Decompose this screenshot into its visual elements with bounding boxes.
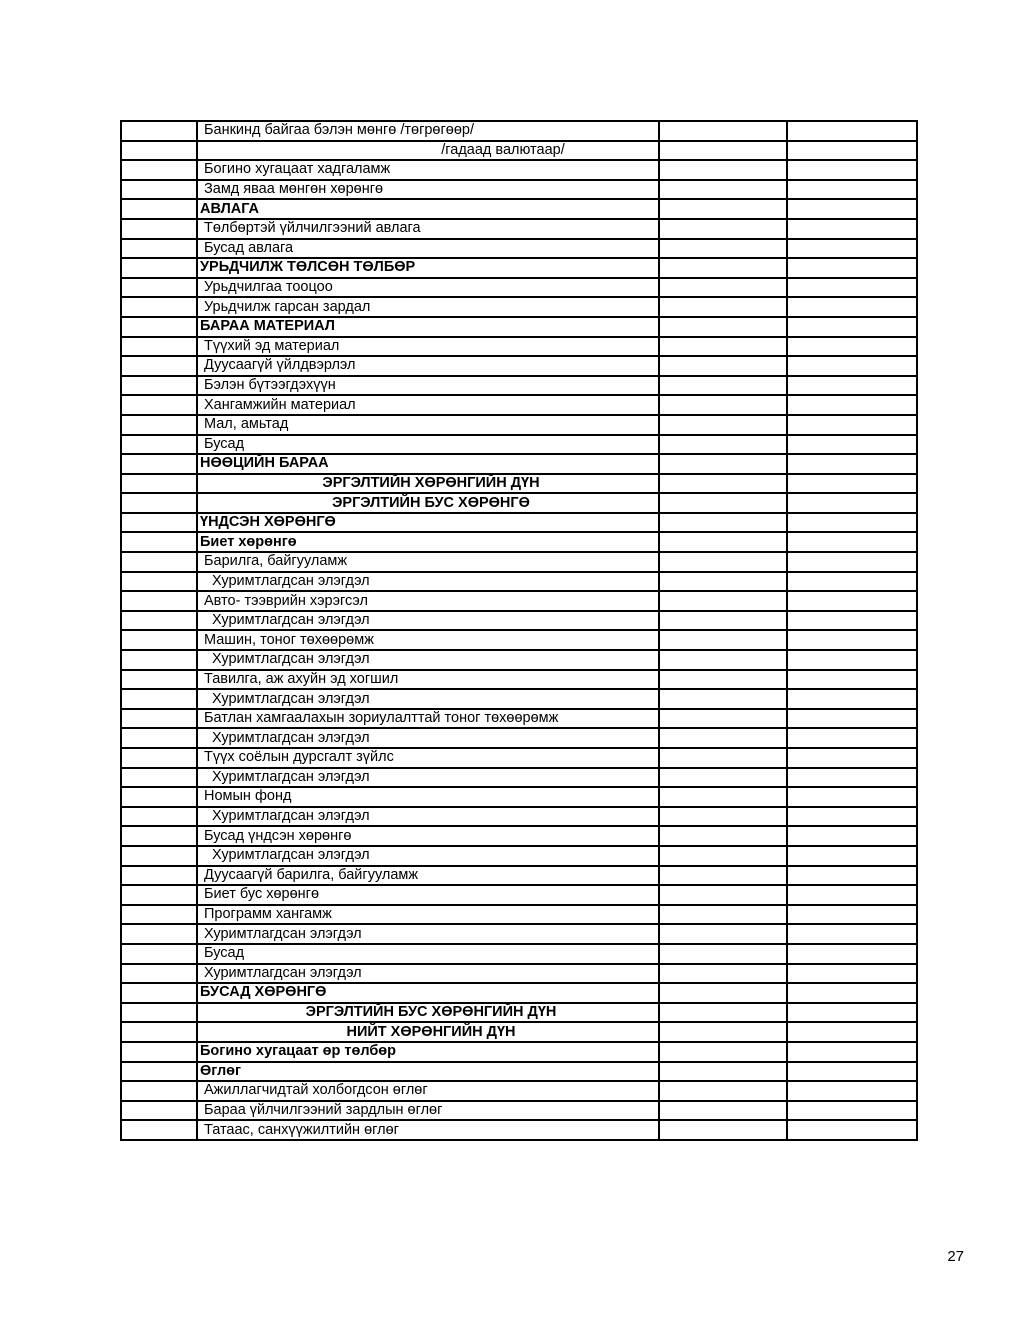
code-cell <box>121 1081 197 1101</box>
table-row <box>121 435 917 455</box>
table-row <box>121 160 917 180</box>
code-cell <box>121 1003 197 1023</box>
code-cell <box>121 826 197 846</box>
value-cell-end <box>787 278 917 298</box>
page-number: 27 <box>947 1248 964 1265</box>
value-cell-end <box>787 905 917 925</box>
value-cell-end <box>787 846 917 866</box>
code-cell <box>121 258 197 278</box>
code-cell <box>121 630 197 650</box>
code-cell <box>121 180 197 200</box>
code-cell <box>121 415 197 435</box>
code-cell <box>121 493 197 513</box>
row-label: Хуримтлагдсан элэгдэл <box>197 650 659 670</box>
value-cell-end <box>787 787 917 807</box>
table-row <box>121 885 917 905</box>
code-cell <box>121 650 197 670</box>
code-cell <box>121 395 197 415</box>
code-cell <box>121 964 197 984</box>
table-row <box>121 611 917 631</box>
table-row <box>121 650 917 670</box>
value-cell-start <box>659 532 787 552</box>
table-row <box>121 1120 917 1140</box>
value-cell-start <box>659 1101 787 1121</box>
value-cell-start <box>659 395 787 415</box>
table-row <box>121 826 917 846</box>
value-cell-start <box>659 983 787 1003</box>
value-cell-end <box>787 552 917 572</box>
value-cell-end <box>787 572 917 592</box>
table-row <box>121 297 917 317</box>
table-body <box>121 121 917 1140</box>
row-label: ҮНДСЭН ХӨРӨНГӨ <box>197 513 659 533</box>
row-label: Түүхий эд материал <box>197 337 659 357</box>
value-cell-end <box>787 1101 917 1121</box>
value-cell-start <box>659 513 787 533</box>
row-label: Банкинд байгаа бэлэн мөнгө /төгрөгөөр/ <box>197 121 659 141</box>
value-cell-start <box>659 611 787 631</box>
value-cell-end <box>787 258 917 278</box>
row-label: Бэлэн бүтээгдэхүүн <box>197 376 659 396</box>
table-row <box>121 121 917 141</box>
row-label: Бараа үйлчилгээний зардлын өглөг <box>197 1101 659 1121</box>
value-cell-start <box>659 297 787 317</box>
table-row <box>121 141 917 161</box>
row-label: Хуримтлагдсан элэгдэл <box>197 846 659 866</box>
code-cell <box>121 239 197 259</box>
value-cell-end <box>787 1120 917 1140</box>
table-row <box>121 219 917 239</box>
code-cell <box>121 435 197 455</box>
value-cell-start <box>659 807 787 827</box>
value-cell-start <box>659 905 787 925</box>
value-cell-start <box>659 1120 787 1140</box>
value-cell-end <box>787 454 917 474</box>
value-cell-end <box>787 611 917 631</box>
value-cell-end <box>787 121 917 141</box>
row-label: БАРАА МАТЕРИАЛ <box>197 317 659 337</box>
table-row <box>121 670 917 690</box>
value-cell-start <box>659 278 787 298</box>
value-cell-start <box>659 317 787 337</box>
table-row <box>121 278 917 298</box>
value-cell-start <box>659 885 787 905</box>
value-cell-start <box>659 199 787 219</box>
row-label: Биет бус хөрөнгө <box>197 885 659 905</box>
row-label: БУСАД ХӨРӨНГӨ <box>197 983 659 1003</box>
table-row <box>121 1022 917 1042</box>
value-cell-end <box>787 435 917 455</box>
table-row <box>121 846 917 866</box>
row-label: Бусад авлага <box>197 239 659 259</box>
code-cell <box>121 219 197 239</box>
table-row <box>121 944 917 964</box>
value-cell-end <box>787 689 917 709</box>
value-cell-start <box>659 219 787 239</box>
value-cell-start <box>659 670 787 690</box>
code-cell <box>121 787 197 807</box>
code-cell <box>121 807 197 827</box>
value-cell-start <box>659 121 787 141</box>
value-cell-end <box>787 807 917 827</box>
table-row <box>121 964 917 984</box>
code-cell <box>121 670 197 690</box>
value-cell-end <box>787 356 917 376</box>
code-cell <box>121 278 197 298</box>
row-label: НИЙТ ХӨРӨНГИЙН ДҮН <box>197 1022 659 1042</box>
row-label: Түүх соёлын дурсгалт зүйлс <box>197 748 659 768</box>
table-row <box>121 356 917 376</box>
row-label: Бусад <box>197 944 659 964</box>
table-row <box>121 1062 917 1082</box>
value-cell-start <box>659 768 787 788</box>
code-cell <box>121 748 197 768</box>
code-cell <box>121 141 197 161</box>
value-cell-end <box>787 1022 917 1042</box>
table-row <box>121 239 917 259</box>
value-cell-end <box>787 513 917 533</box>
code-cell <box>121 885 197 905</box>
table-row <box>121 513 917 533</box>
table-row <box>121 866 917 886</box>
value-cell-start <box>659 435 787 455</box>
value-cell-end <box>787 748 917 768</box>
value-cell-end <box>787 709 917 729</box>
table-row <box>121 728 917 748</box>
value-cell-start <box>659 650 787 670</box>
row-label: Мал, амьтад <box>197 415 659 435</box>
value-cell-start <box>659 239 787 259</box>
value-cell-start <box>659 924 787 944</box>
row-label: ЭРГЭЛТИЙН БУС ХӨРӨНГӨ <box>197 493 659 513</box>
table-row <box>121 199 917 219</box>
table-row <box>121 532 917 552</box>
value-cell-end <box>787 924 917 944</box>
row-label: /гадаад валютаар/ <box>197 141 659 161</box>
code-cell <box>121 768 197 788</box>
table-row <box>121 474 917 494</box>
value-cell-start <box>659 258 787 278</box>
value-cell-start <box>659 728 787 748</box>
table-row <box>121 905 917 925</box>
code-cell <box>121 474 197 494</box>
value-cell-end <box>787 141 917 161</box>
value-cell-end <box>787 415 917 435</box>
value-cell-end <box>787 532 917 552</box>
row-label: Богино хугацаат хадгаламж <box>197 160 659 180</box>
row-label: Тавилга, аж ахуйн эд хогшил <box>197 670 659 690</box>
row-label: Номын фонд <box>197 787 659 807</box>
row-label: Батлан хамгаалахын зориулалттай тоног төхөөрөмж <box>197 709 659 729</box>
row-label: Барилга, байгууламж <box>197 552 659 572</box>
code-cell <box>121 1120 197 1140</box>
value-cell-start <box>659 1003 787 1023</box>
row-label: УРЬДЧИЛЖ ТӨЛСӨН ТӨЛБӨР <box>197 258 659 278</box>
value-cell-end <box>787 180 917 200</box>
code-cell <box>121 983 197 1003</box>
value-cell-end <box>787 317 917 337</box>
value-cell-end <box>787 630 917 650</box>
value-cell-start <box>659 1042 787 1062</box>
table-row <box>121 493 917 513</box>
row-label: Хуримтлагдсан элэгдэл <box>197 964 659 984</box>
table-row <box>121 768 917 788</box>
row-label: Авто- тээврийн хэрэгсэл <box>197 591 659 611</box>
value-cell-start <box>659 1062 787 1082</box>
row-label: Урьдчилгаа тооцоо <box>197 278 659 298</box>
row-label: Биет хөрөнгө <box>197 532 659 552</box>
code-cell <box>121 924 197 944</box>
value-cell-end <box>787 395 917 415</box>
value-cell-end <box>787 826 917 846</box>
row-label: Хуримтлагдсан элэгдэл <box>197 572 659 592</box>
value-cell-start <box>659 630 787 650</box>
value-cell-start <box>659 846 787 866</box>
code-cell <box>121 454 197 474</box>
value-cell-start <box>659 689 787 709</box>
value-cell-start <box>659 826 787 846</box>
value-cell-end <box>787 944 917 964</box>
table-row <box>121 689 917 709</box>
value-cell-end <box>787 768 917 788</box>
value-cell-end <box>787 591 917 611</box>
code-cell <box>121 199 197 219</box>
table-row <box>121 1081 917 1101</box>
code-cell <box>121 944 197 964</box>
code-cell <box>121 1101 197 1121</box>
value-cell-start <box>659 748 787 768</box>
code-cell <box>121 513 197 533</box>
code-cell <box>121 552 197 572</box>
value-cell-end <box>787 670 917 690</box>
code-cell <box>121 591 197 611</box>
row-label: НӨӨЦИЙН БАРАА <box>197 454 659 474</box>
value-cell-start <box>659 180 787 200</box>
row-label: Дуусаагүй үйлдвэрлэл <box>197 356 659 376</box>
row-label: Урьдчилж гарсан зардал <box>197 297 659 317</box>
row-label: Замд яваа мөнгөн хөрөнгө <box>197 180 659 200</box>
row-label: ЭРГЭЛТИЙН БУС ХӨРӨНГИЙН ДҮН <box>197 1003 659 1023</box>
table-row <box>121 1101 917 1121</box>
value-cell-start <box>659 356 787 376</box>
code-cell <box>121 866 197 886</box>
value-cell-start <box>659 160 787 180</box>
value-cell-end <box>787 866 917 886</box>
table-row <box>121 572 917 592</box>
value-cell-start <box>659 944 787 964</box>
row-label: Хуримтлагдсан элэгдэл <box>197 807 659 827</box>
table-row <box>121 807 917 827</box>
row-label: Хуримтлагдсан элэгдэл <box>197 611 659 631</box>
code-cell <box>121 1062 197 1082</box>
table-row <box>121 1042 917 1062</box>
code-cell <box>121 1042 197 1062</box>
table-row <box>121 317 917 337</box>
value-cell-end <box>787 964 917 984</box>
value-cell-end <box>787 219 917 239</box>
table-row <box>121 337 917 357</box>
code-cell <box>121 709 197 729</box>
value-cell-end <box>787 1003 917 1023</box>
code-cell <box>121 532 197 552</box>
code-cell <box>121 376 197 396</box>
value-cell-end <box>787 376 917 396</box>
value-cell-start <box>659 493 787 513</box>
row-label: Ажиллагчидтай холбогдсон өглөг <box>197 1081 659 1101</box>
value-cell-start <box>659 787 787 807</box>
table-row <box>121 395 917 415</box>
value-cell-start <box>659 866 787 886</box>
table-row <box>121 709 917 729</box>
row-label: Татаас, санхүүжилтийн өглөг <box>197 1120 659 1140</box>
code-cell <box>121 846 197 866</box>
value-cell-end <box>787 493 917 513</box>
code-cell <box>121 689 197 709</box>
value-cell-start <box>659 337 787 357</box>
row-label: Хангамжийн материал <box>197 395 659 415</box>
table-row <box>121 376 917 396</box>
row-label: Төлбөртэй үйлчилгээний авлага <box>197 219 659 239</box>
value-cell-end <box>787 650 917 670</box>
value-cell-start <box>659 474 787 494</box>
value-cell-start <box>659 141 787 161</box>
row-label: Бусад <box>197 435 659 455</box>
table-row <box>121 630 917 650</box>
row-label: Дуусаагүй барилга, байгууламж <box>197 866 659 886</box>
code-cell <box>121 337 197 357</box>
row-label: ЭРГЭЛТИЙН ХӨРӨНГИЙН ДҮН <box>197 474 659 494</box>
row-label: Хуримтлагдсан элэгдэл <box>197 924 659 944</box>
code-cell <box>121 160 197 180</box>
table-row <box>121 1003 917 1023</box>
row-label: Богино хугацаат өр төлбөр <box>197 1042 659 1062</box>
code-cell <box>121 317 197 337</box>
value-cell-start <box>659 591 787 611</box>
table-row <box>121 748 917 768</box>
value-cell-start <box>659 709 787 729</box>
table-row <box>121 983 917 1003</box>
code-cell <box>121 356 197 376</box>
table-row <box>121 258 917 278</box>
code-cell <box>121 121 197 141</box>
table-row <box>121 415 917 435</box>
row-label: Хуримтлагдсан элэгдэл <box>197 728 659 748</box>
value-cell-end <box>787 239 917 259</box>
value-cell-start <box>659 1081 787 1101</box>
row-label: АВЛАГА <box>197 199 659 219</box>
code-cell <box>121 572 197 592</box>
value-cell-end <box>787 1081 917 1101</box>
table-row <box>121 924 917 944</box>
value-cell-start <box>659 1022 787 1042</box>
code-cell <box>121 297 197 317</box>
value-cell-end <box>787 728 917 748</box>
value-cell-end <box>787 885 917 905</box>
row-label: Бусад үндсэн хөрөнгө <box>197 826 659 846</box>
value-cell-end <box>787 199 917 219</box>
table-row <box>121 454 917 474</box>
table-row <box>121 552 917 572</box>
value-cell-start <box>659 454 787 474</box>
value-cell-start <box>659 376 787 396</box>
value-cell-end <box>787 337 917 357</box>
value-cell-end <box>787 297 917 317</box>
value-cell-end <box>787 1062 917 1082</box>
balance-sheet-table <box>120 120 918 1141</box>
value-cell-start <box>659 552 787 572</box>
code-cell <box>121 611 197 631</box>
table-row <box>121 787 917 807</box>
code-cell <box>121 1022 197 1042</box>
value-cell-end <box>787 474 917 494</box>
row-label: Программ хангамж <box>197 905 659 925</box>
table-row <box>121 591 917 611</box>
row-label: Машин, тоног төхөөрөмж <box>197 630 659 650</box>
row-label: Хуримтлагдсан элэгдэл <box>197 689 659 709</box>
row-label: Хуримтлагдсан элэгдэл <box>197 768 659 788</box>
value-cell-end <box>787 983 917 1003</box>
code-cell <box>121 905 197 925</box>
value-cell-start <box>659 572 787 592</box>
row-label: Өглөг <box>197 1062 659 1082</box>
value-cell-end <box>787 1042 917 1062</box>
code-cell <box>121 728 197 748</box>
table-row <box>121 180 917 200</box>
value-cell-start <box>659 964 787 984</box>
value-cell-end <box>787 160 917 180</box>
value-cell-start <box>659 415 787 435</box>
